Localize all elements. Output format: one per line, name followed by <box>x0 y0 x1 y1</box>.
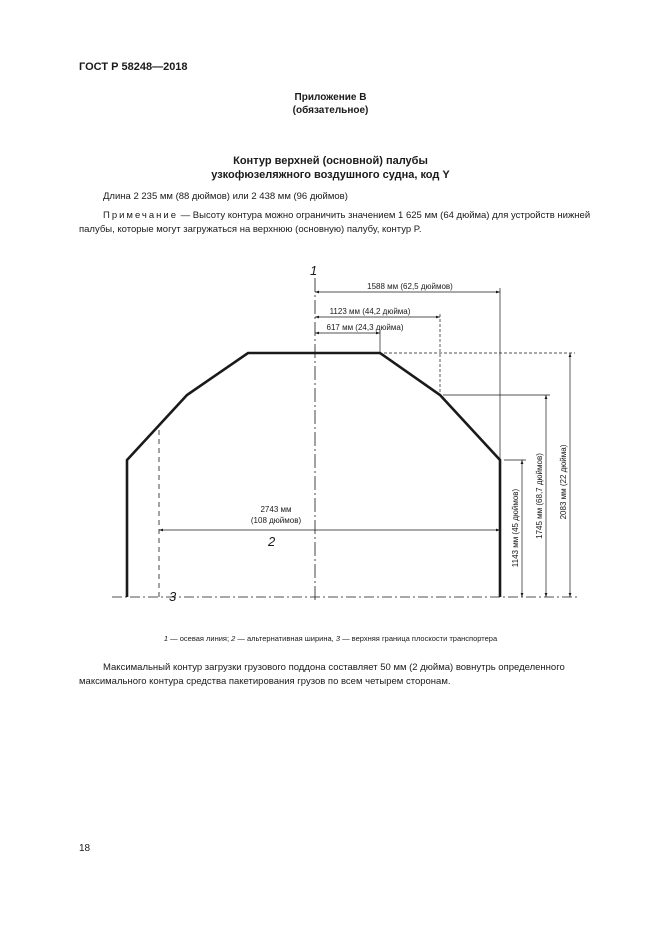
dim-label-1143: 1143 мм (45 дюймов) <box>511 488 520 568</box>
closing-paragraph: Максимальный контур загрузки грузового поддона составляет 50 мм (2 дюйма) вовнутрь определенного максимального контура средства пакетирования грузов по всем четырем сторонам. <box>79 662 565 687</box>
contour-outline <box>127 353 500 597</box>
document-header: ГОСТ Р 58248—2018 <box>79 61 188 73</box>
legend-text-3: — верхняя граница плоскости транспортера <box>340 634 498 643</box>
dim-label-617: 617 мм (24,3 дюйма) <box>326 323 404 332</box>
appendix-status: (обязательное) <box>292 105 369 116</box>
section-title-line2: узкофюзеляжного воздушного судна, код Y <box>211 169 450 181</box>
length-text: Длина 2 235 мм (88 дюймов) или 2 438 мм (96 дюймов) <box>103 191 348 202</box>
page-number: 18 <box>79 843 91 854</box>
dim-label-1588: 1588 мм (62,5 дюймов) <box>367 282 453 291</box>
figure-legend <box>0 634 661 643</box>
legend-text-2: — альтернативная ширина, <box>235 634 336 643</box>
appendix-title: Приложение В <box>294 92 367 103</box>
callout-3: 3 <box>169 589 177 604</box>
legend-num-3: 3 <box>335 634 341 643</box>
dim-label-2743-b: (108 дюймов) <box>250 516 302 525</box>
dim-label-2083: 2083 мм (22 дюйма) <box>559 444 568 520</box>
legend-text-1: — осевая линия; <box>168 634 232 643</box>
note-label: Примечание <box>103 210 178 221</box>
dim-label-2743-a: 2743 мм <box>260 505 292 514</box>
callout-2: 2 <box>268 534 276 549</box>
legend-num-2: 2 <box>231 634 236 643</box>
callout-1: 1 <box>310 263 318 278</box>
dim-label-1745: 1745 мм (68,7 дюймов) <box>535 453 544 539</box>
note-text: — Высоту контура можно ограничить значением 1 625 мм (64 дюйма) для устройств нижней палубы, которые могут загружаться на верхнюю (основную) палубу, контур P. <box>79 210 591 235</box>
legend-num-1: 1 <box>163 634 169 643</box>
dim-label-1123: 1123 мм (44,2 дюйма) <box>329 307 411 316</box>
section-title-line1: Контур верхней (основной) палубы <box>233 155 428 167</box>
